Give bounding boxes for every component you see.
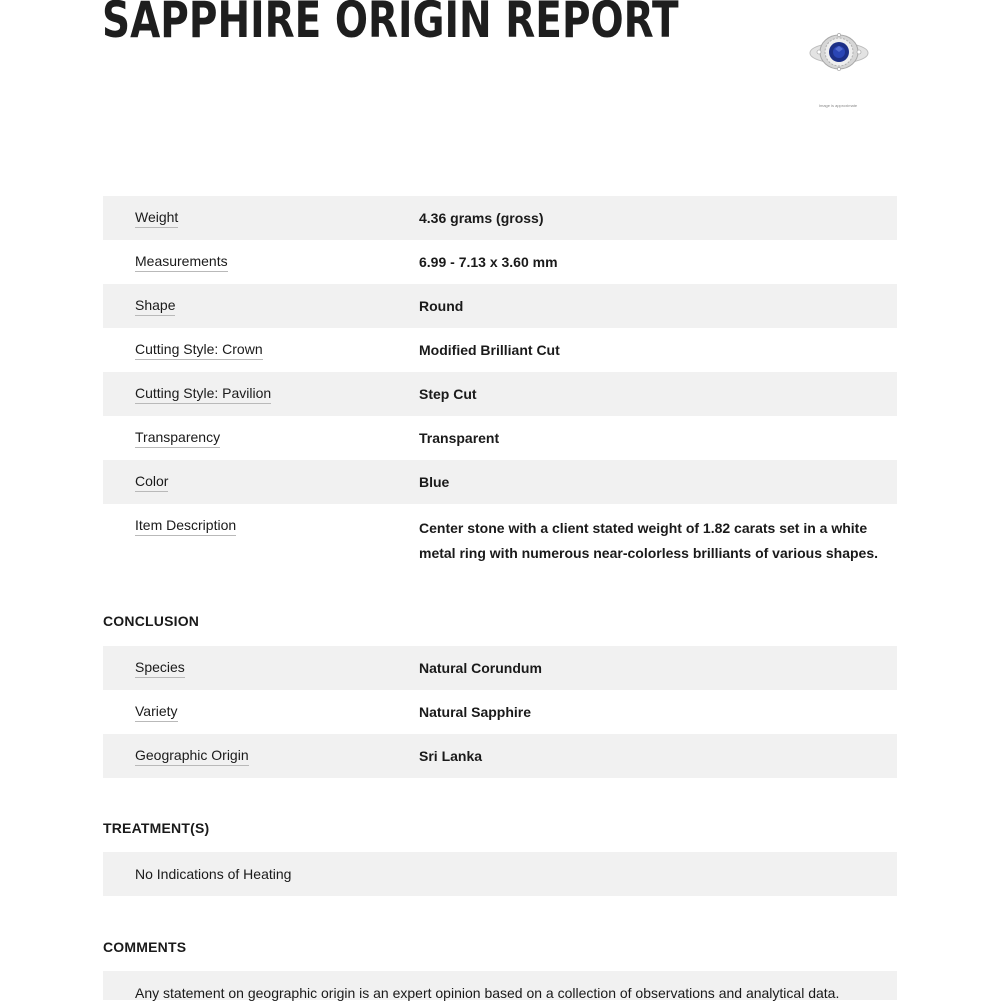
details-table xyxy=(103,196,897,580)
row-value: Natural Corundum xyxy=(419,660,542,676)
table-row xyxy=(103,328,897,372)
row-value: 4.36 grams (gross) xyxy=(419,210,544,226)
row-value: Blue xyxy=(419,474,450,490)
row-label[interactable]: Item Description xyxy=(135,517,236,536)
sapphire-ring-image xyxy=(808,30,870,74)
comments-row xyxy=(103,971,897,1000)
row-value: Transparent xyxy=(419,430,500,446)
row-label[interactable]: Species xyxy=(135,659,185,678)
row-value: Modified Brilliant Cut xyxy=(419,342,560,358)
treatments-text: No Indications of Heating xyxy=(135,866,292,882)
row-value: Round xyxy=(419,298,464,314)
comments-text: Any statement on geographic origin is an expert opinion based on a collection of observations and analytical data. xyxy=(135,985,840,1001)
row-label[interactable]: Shape xyxy=(135,297,175,316)
conclusion-table xyxy=(103,646,897,778)
table-row xyxy=(103,196,897,240)
image-caption: Image is approximate xyxy=(818,103,858,108)
row-label[interactable]: Weight xyxy=(135,209,178,228)
treatments-row xyxy=(103,852,897,896)
table-row xyxy=(103,504,897,580)
row-value: Step Cut xyxy=(419,386,477,402)
table-row xyxy=(103,690,897,734)
treatments-heading: TREATMENT(S) xyxy=(103,820,210,836)
row-label[interactable]: Variety xyxy=(135,703,178,722)
row-label[interactable]: Transparency xyxy=(135,429,220,448)
conclusion-heading: CONCLUSION xyxy=(103,613,200,629)
row-label[interactable]: Measurements xyxy=(135,253,228,272)
row-label[interactable]: Cutting Style: Crown xyxy=(135,341,263,360)
row-value: Sri Lanka xyxy=(419,748,483,764)
comments-heading: COMMENTS xyxy=(103,939,187,955)
row-value: 6.99 - 7.13 x 3.60 mm xyxy=(419,254,558,270)
table-row xyxy=(103,284,897,328)
row-value: Natural Sapphire xyxy=(419,704,532,720)
table-row xyxy=(103,416,897,460)
row-value: Center stone with a client stated weight of 1.82 carats set in a white metal ring with numerous near-colorless brilliants of various shapes. xyxy=(419,520,879,561)
table-row xyxy=(103,460,897,504)
report-title: SAPPHIRE ORIGIN REPORT xyxy=(102,0,679,49)
row-label[interactable]: Cutting Style: Pavilion xyxy=(135,385,271,404)
table-row xyxy=(103,734,897,778)
table-row xyxy=(103,646,897,690)
table-row xyxy=(103,372,897,416)
row-label[interactable]: Geographic Origin xyxy=(135,747,249,766)
row-label[interactable]: Color xyxy=(135,473,168,492)
table-row xyxy=(103,240,897,284)
